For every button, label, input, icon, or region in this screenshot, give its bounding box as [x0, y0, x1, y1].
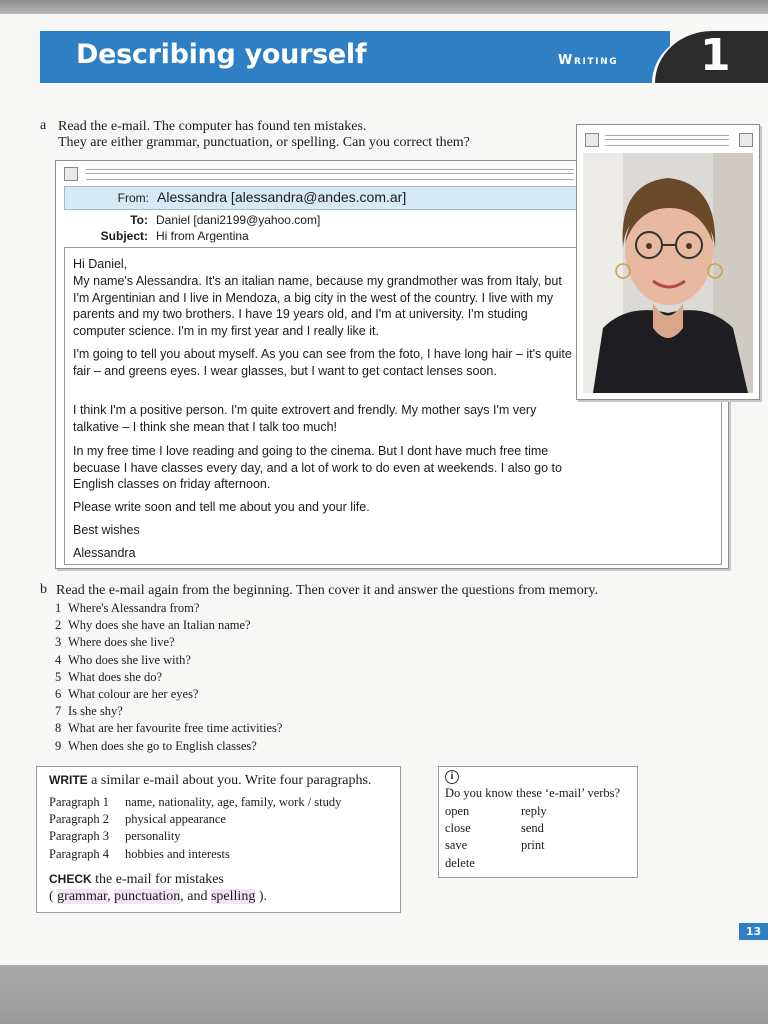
- email-signature: Alessandra: [73, 546, 136, 560]
- punctuation-tag: punctuation: [114, 889, 181, 904]
- list-item: 6 What colour are her eyes?: [55, 687, 199, 702]
- exercise-b-letter: b: [40, 582, 47, 597]
- section-label: Writing: [558, 53, 619, 68]
- list-item: 9 When does she go to English classes?: [55, 738, 257, 753]
- email-paragraph-1: My name's Alessandra. It's an italian name, because my grandmother was from Italy, but I'm Argentinian and I live in Mendoza, a big city in the west of the country. I live with my parents and my two brothers. I have 19 years old, and I'm at university. I'm studing computer science. I'm in my first year and I really like it.: [73, 274, 562, 338]
- question-list: [55, 600, 282, 755]
- list-item: 4 Who does she live with?: [55, 652, 191, 667]
- verb-column-1: [445, 803, 475, 872]
- paragraph-plan: [49, 794, 341, 863]
- page-title: Describing yourself: [76, 39, 367, 70]
- list-item: 3 Where does she live?: [55, 635, 175, 650]
- email-greeting: Hi Daniel,: [73, 257, 128, 271]
- info-question: Do you know these ‘e-mail’ verbs?: [445, 786, 621, 800]
- exercise-a-line1: Read the e-mail. The computer has found ten mistakes.: [58, 119, 367, 134]
- list-item: 2 Why does she have an Italian name?: [55, 618, 251, 633]
- to-value: Daniel [dani2199@yahoo.com]: [156, 213, 321, 227]
- list-item: reply: [521, 804, 547, 818]
- exercise-a-line2: They are either grammar, punctuation, or spelling. Can you correct them?: [58, 135, 470, 150]
- portrait-illustration: [583, 153, 753, 393]
- from-value: Alessandra [alessandra@andes.com.ar]: [157, 189, 407, 205]
- window-control-icon: [64, 167, 78, 181]
- from-row: [64, 186, 584, 210]
- check-instruction: CHECK the e-mail for mistakes: [49, 872, 224, 887]
- check-categories: ( grammar, punctuation, and spelling ).: [49, 889, 267, 904]
- list-item: save: [445, 838, 468, 853]
- window-title-bar: [86, 169, 574, 180]
- list-item: 7 Is she shy?: [55, 704, 123, 719]
- subject-value: Hi from Argentina: [156, 229, 249, 243]
- email-paragraph-2: I'm going to tell you about myself. As you can see from the foto, I have long hair – it's quite fair – and greens eyes. I wear glasses, but I want to get contact lenses soon.: [73, 347, 572, 378]
- photo-window: [576, 124, 760, 400]
- list-item: Paragraph 4 hobbies and interests: [49, 846, 230, 861]
- list-item: Paragraph 3 personality: [49, 829, 181, 844]
- email-paragraph-3: I think I'm a positive person. I'm quite extrovert and frendly. My mother says I'm very talkative – I think she mean that I talk too much!: [73, 403, 537, 434]
- list-item: 5 What does she do?: [55, 669, 163, 684]
- list-item: close: [445, 821, 471, 836]
- list-item: send: [521, 821, 544, 836]
- list-item: 1 Where's Alessandra from?: [55, 601, 200, 615]
- list-item: 8 What are her favourite free time activities?: [55, 721, 283, 736]
- list-item: Paragraph 2 physical appearance: [49, 812, 226, 827]
- exercise-b-instruction: Read the e-mail again from the beginning. Then cover it and answer the questions from memory.: [56, 583, 598, 598]
- write-task-box: [36, 766, 401, 913]
- list-item: delete: [445, 855, 475, 870]
- window-resize-icon: [739, 133, 753, 147]
- email-paragraph-4: In my free time I love reading and going to the cinema. But I dont have much free time becuase I have classes every day, and a lot of work to do even at weekends. I also go to English classes on friday afternoon.: [73, 444, 562, 491]
- spelling-tag: spelling: [210, 889, 256, 904]
- write-instruction: WRITE a similar e-mail about you. Write four paragraphs.: [49, 773, 372, 788]
- window-title-bar: [605, 135, 729, 146]
- subject-label: Subject:: [100, 229, 148, 243]
- email-closing: Best wishes: [73, 523, 140, 537]
- portrait-photo: [583, 153, 753, 393]
- email-paragraph-5: Please write soon and tell me about you and your life.: [73, 500, 370, 514]
- info-icon: i: [445, 770, 459, 784]
- info-box: [438, 766, 638, 878]
- from-label: From:: [117, 191, 149, 205]
- scan-top-edge: [0, 0, 768, 14]
- list-item: print: [521, 838, 545, 853]
- scan-bottom-edge: [0, 965, 768, 1024]
- verb-column-2: [521, 803, 547, 855]
- to-label: To:: [130, 213, 148, 227]
- list-item: Paragraph 1 name, nationality, age, family, work / study: [49, 795, 342, 809]
- page-number: 13: [739, 923, 768, 940]
- unit-number: 1: [700, 30, 731, 81]
- list-item: open: [445, 804, 470, 818]
- exercise-a-letter: a: [40, 118, 47, 133]
- header-banner: [40, 31, 670, 83]
- grammar-tag: grammar: [57, 889, 108, 904]
- window-control-icon: [585, 133, 599, 147]
